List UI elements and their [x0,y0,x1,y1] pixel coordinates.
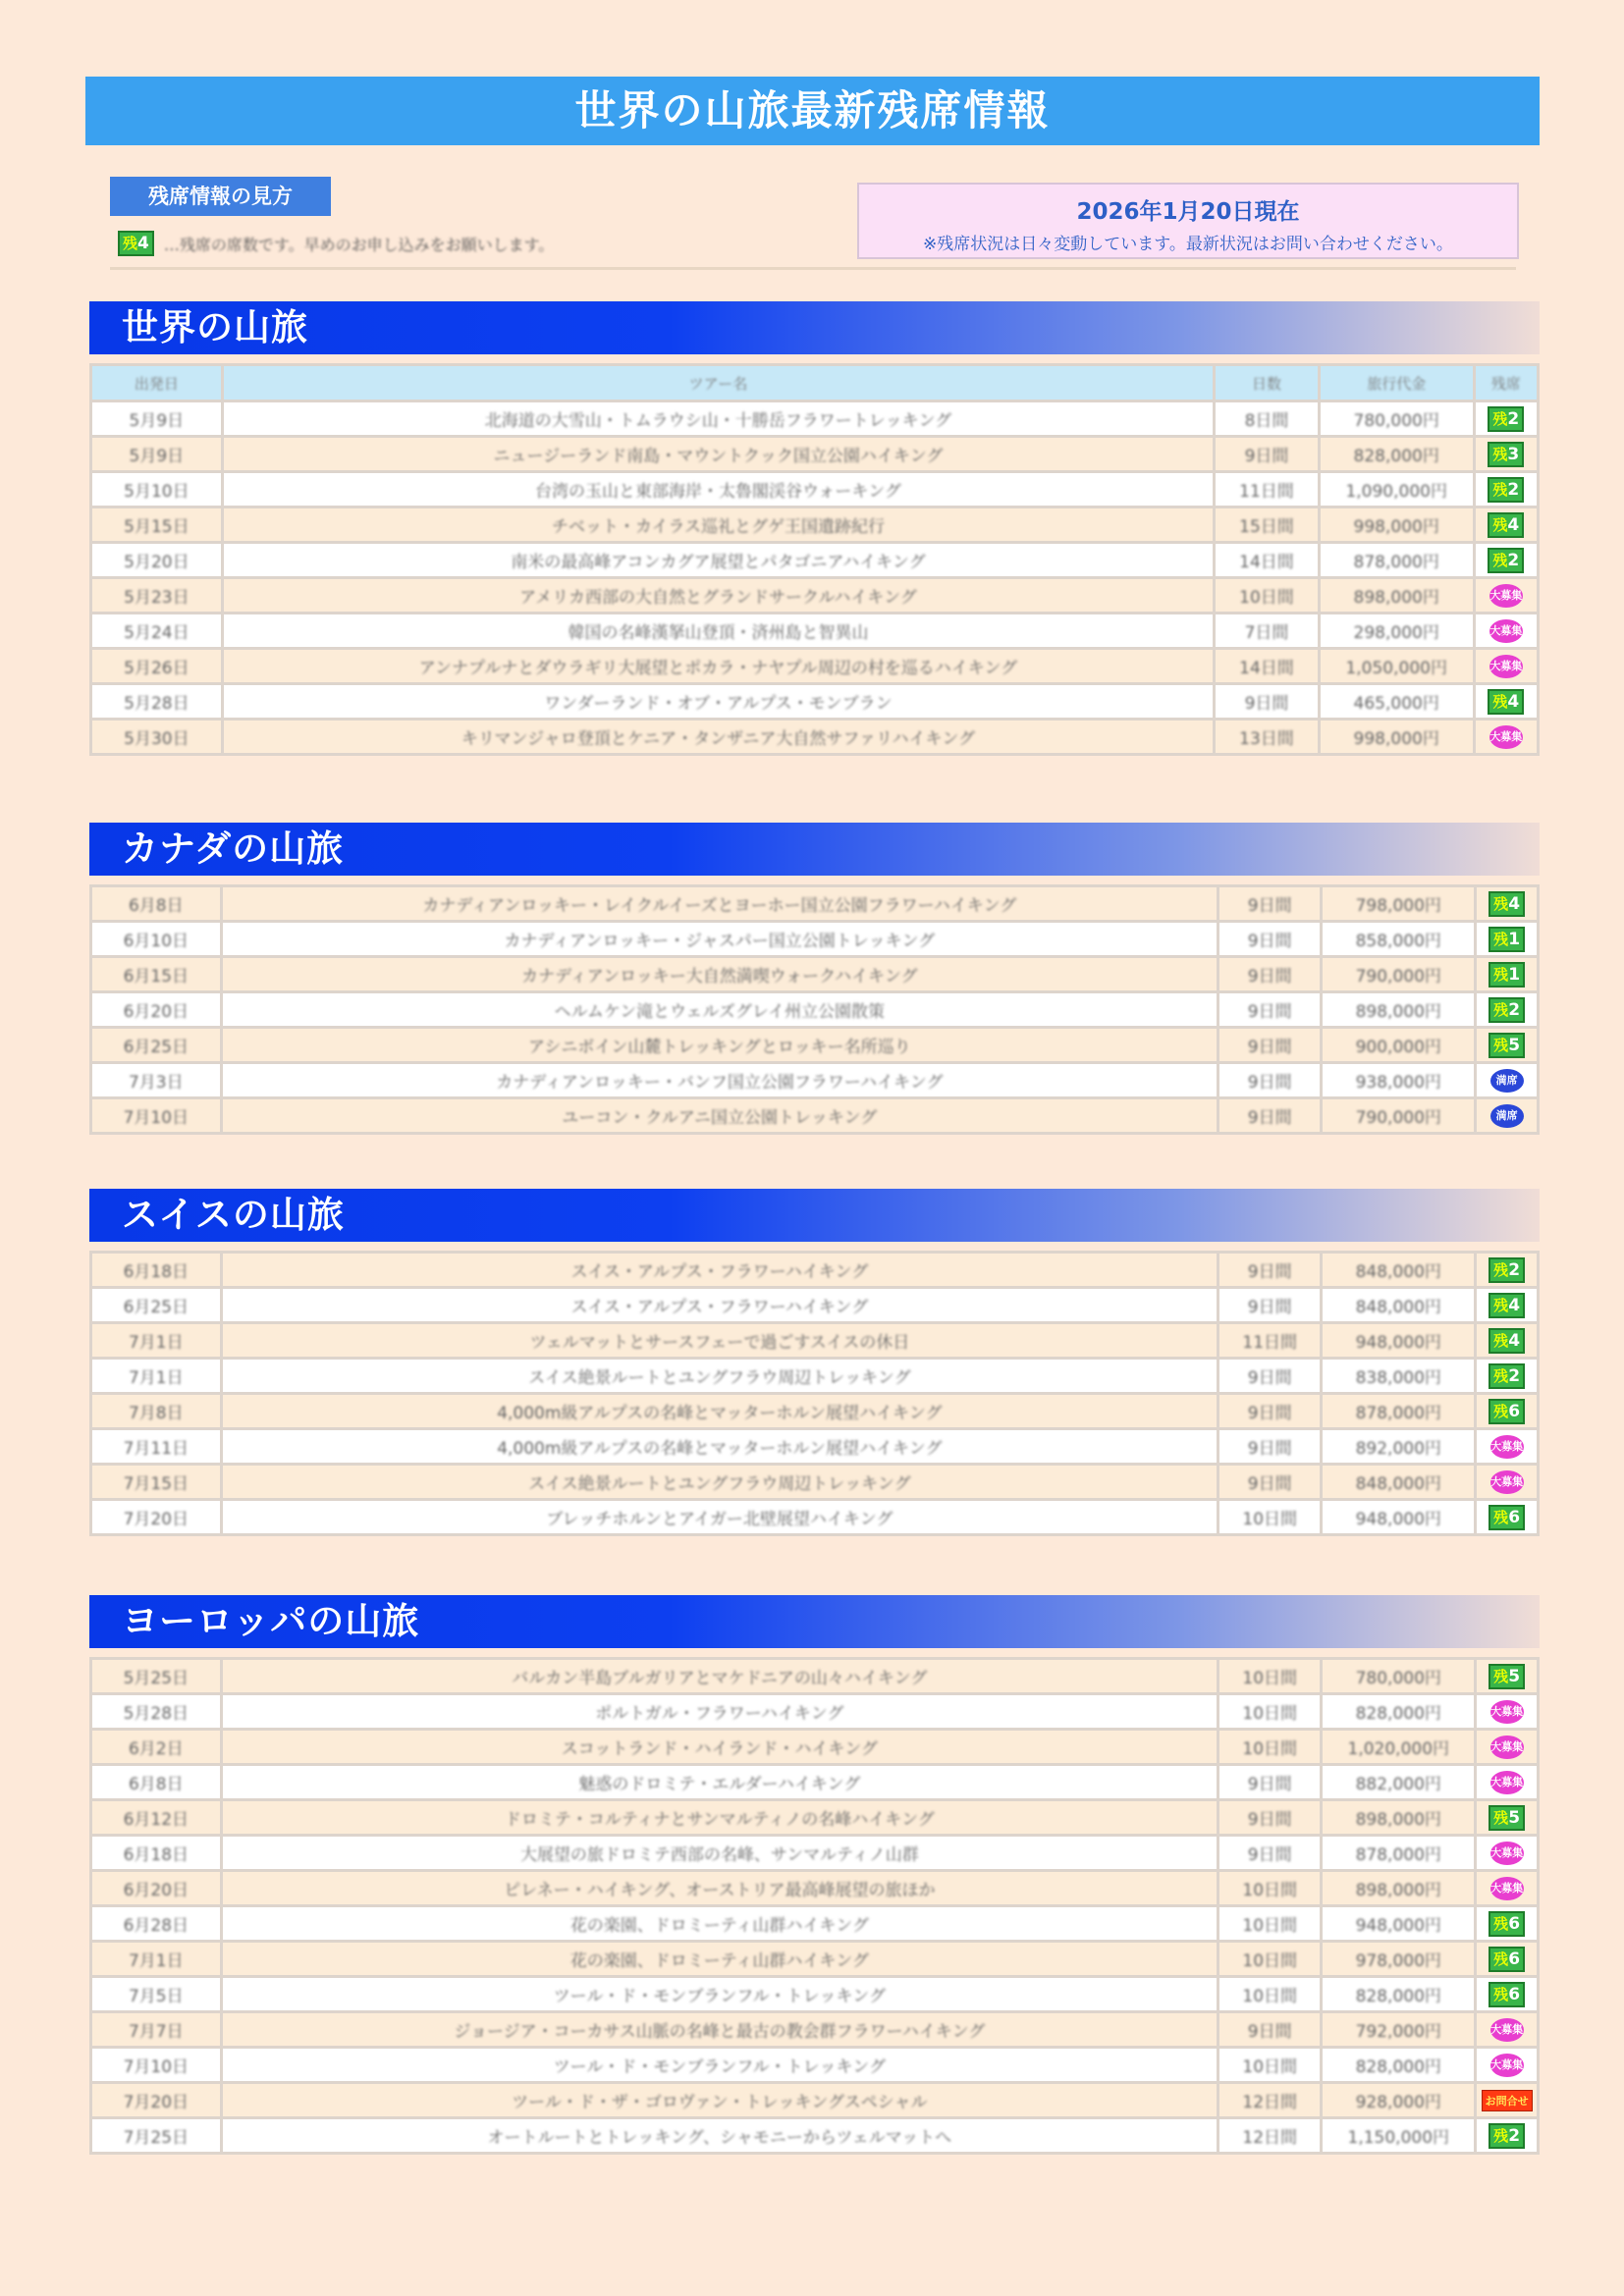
legend-line [118,228,554,259]
cell-days: 10日間 [1219,1695,1320,1728]
cell-days: 15日間 [1216,508,1318,541]
table-row[interactable] [92,579,1537,612]
cell-days: 12日間 [1219,2084,1320,2116]
section-title: カナダの山旅 [89,823,1540,876]
cell-days: 9日間 [1219,1466,1320,1498]
cell-name: ツール・ド・モンブランフル・トレッキング [223,1978,1217,2010]
table-row[interactable] [92,887,1537,920]
status-box [857,183,1519,259]
seat-badge-full: 大募集 [1490,1735,1524,1759]
table-row[interactable] [92,1395,1537,1427]
seat-badge-remaining: 残3 [1488,442,1524,467]
seat-badge-remaining: 残4 [1489,1293,1525,1318]
cell-seat [1477,1801,1537,1834]
table-row[interactable] [92,958,1537,990]
cell-name: ブレッチホルンとアイガー北壁展望ハイキング [223,1501,1217,1533]
cell-date: 6月18日 [92,1254,220,1286]
seat-badge-remaining: 残6 [1489,1982,1525,2007]
cell-seat [1477,1430,1537,1463]
table-row[interactable] [92,685,1537,718]
cell-days: 10日間 [1219,2049,1320,2081]
cell-seat [1477,887,1537,920]
cell-days: 10日間 [1219,1660,1320,1692]
seat-badge-remaining: 残2 [1488,548,1524,573]
cell-name: 花の楽園、ドロミーティ山群ハイキング [223,1943,1217,1975]
cell-days: 9日間 [1219,1801,1320,1834]
cell-name: 魅惑のドロミテ・エルダーハイキング [223,1766,1217,1798]
cell-days: 12日間 [1219,2119,1320,2152]
cell-days: 9日間 [1216,685,1318,718]
seat-badge-full: 大募集 [1489,584,1523,608]
cell-date: 5月9日 [92,438,221,470]
table-row[interactable] [92,1837,1537,1869]
table-row[interactable] [92,1254,1537,1286]
cell-seat [1477,1466,1537,1498]
cell-name: ポルトガル・フラワーハイキング [223,1695,1217,1728]
cell-seat [1476,402,1537,435]
seat-badge-remaining: 残5 [1489,1664,1525,1689]
table-row[interactable] [92,438,1537,470]
column-header-seat: 残席 [1476,366,1537,400]
cell-name: オートルートとトレッキング、シャモニーからツェルマットへ [223,2119,1217,2152]
cell-name: ワンダーランド・オブ・アルプス・モンブラン [224,685,1214,718]
seat-badge-remaining: 残2 [1488,406,1524,432]
cell-price: 838,000円 [1323,1360,1474,1392]
table-row[interactable] [92,1466,1537,1498]
cell-seat [1477,1766,1537,1798]
cell-date: 5月15日 [92,508,221,541]
cell-name: アシニボイン山麓トレッキングとロッキー名所巡り [223,1029,1217,1061]
cell-date: 6月12日 [92,1801,220,1834]
cell-name: 4,000m級アルプスの名峰とマッターホルン展望ハイキング [223,1395,1217,1427]
cell-price: 298,000円 [1321,614,1473,647]
cell-seat [1477,1099,1537,1132]
table-row[interactable] [92,473,1537,506]
seat-badge-full: 大募集 [1489,619,1523,643]
section-title: スイスの山旅 [89,1189,1540,1242]
cell-days: 9日間 [1219,1360,1320,1392]
cell-days: 9日間 [1219,1395,1320,1427]
legend-title: 残席情報の見方 [110,177,331,216]
cell-name: アンナプルナとダウラギリ大展望とポカラ・ナヤプル周辺の村を巡るハイキング [224,650,1214,682]
seat-badge-remaining: 残2 [1489,997,1525,1023]
cell-date: 6月20日 [92,993,220,1026]
seat-badge-blue: 満席 [1490,1104,1524,1128]
cell-days: 11日間 [1219,1324,1320,1357]
table-row[interactable] [92,1801,1537,1834]
cell-name: カナディアンロッキー・バンフ国立公園フラワーハイキング [223,1064,1217,1096]
legend-badge: 残4 [118,231,154,256]
table-row[interactable] [92,923,1537,955]
cell-name: ヘルムケン滝とウェルズグレイ州立公園散策 [223,993,1217,1026]
cell-name: スコットランド・ハイランド・ハイキング [223,1731,1217,1763]
cell-seat [1477,2084,1537,2116]
table-row[interactable] [92,544,1537,576]
cell-price: 978,000円 [1323,1943,1474,1975]
cell-price: 1,020,000円 [1323,1731,1474,1763]
cell-seat [1477,1360,1537,1392]
seat-badge-full: 大募集 [1490,2054,1524,2077]
cell-name: ニュージーランド南島・マウントクック国立公園ハイキング [224,438,1214,470]
cell-price: 798,000円 [1323,887,1474,920]
cell-days: 9日間 [1219,1837,1320,1869]
cell-price: 898,000円 [1321,579,1473,612]
cell-price: 848,000円 [1323,1466,1474,1498]
cell-days: 13日間 [1216,721,1318,753]
cell-days: 9日間 [1219,993,1320,1026]
column-header-name: ツアー名 [224,366,1214,400]
cell-price: 828,000円 [1323,1978,1474,2010]
column-header-date: 出発日 [92,366,221,400]
table-row[interactable] [92,2119,1537,2152]
seat-badge-full: 大募集 [1490,1435,1524,1459]
seat-badge-ask: お問合せ [1482,2090,1533,2111]
table-row[interactable] [92,1099,1537,1132]
cell-name: スイス絶景ルートとユングフラウ周辺トレッキング [223,1466,1217,1498]
cell-name: ジョージア・コーカサス山脈の名峰と最古の教会群フラワーハイキング [223,2013,1217,2046]
cell-price: 898,000円 [1323,1872,1474,1904]
cell-price: 828,000円 [1321,438,1473,470]
cell-days: 7日間 [1216,614,1318,647]
cell-date: 7月1日 [92,1943,220,1975]
seat-badge-full: 大募集 [1490,1470,1524,1494]
cell-name: カナディアンロッキー・レイクルイーズとヨーホー国立公園フラワーハイキング [223,887,1217,920]
seat-badge-remaining: 残5 [1489,1033,1525,1058]
page-title: 世界の山旅最新残席情報 [85,77,1540,145]
cell-days: 11日間 [1216,473,1318,506]
cell-date: 5月30日 [92,721,221,753]
cell-price: 998,000円 [1321,721,1473,753]
cell-seat [1477,2049,1537,2081]
cell-seat [1477,1395,1537,1427]
seat-badge-remaining: 残2 [1489,1363,1525,1389]
cell-seat [1476,579,1537,612]
cell-price: 928,000円 [1323,2084,1474,2116]
cell-name: 花の楽園、ドロミーティ山群ハイキング [223,1907,1217,1940]
cell-price: 878,000円 [1321,544,1473,576]
table-row[interactable] [92,1766,1537,1798]
cell-date: 7月10日 [92,1099,220,1132]
cell-name: チベット・カイラス巡礼とグゲ王国遺跡紀行 [224,508,1214,541]
cell-price: 465,000円 [1321,685,1473,718]
tour-table [89,363,1540,756]
cell-seat [1477,1029,1537,1061]
status-note: ※残席状況は日々変動しています。最新状況はお問い合わせください。 [923,235,1453,254]
cell-date: 7月20日 [92,1501,220,1533]
seat-badge-remaining: 残6 [1489,1947,1525,1972]
cell-days: 10日間 [1219,1943,1320,1975]
seat-badge-full: 大募集 [1490,1771,1524,1794]
cell-price: 828,000円 [1323,2049,1474,2081]
table-row[interactable] [92,2049,1537,2081]
cell-price: 790,000円 [1323,1099,1474,1132]
cell-date: 5月9日 [92,402,221,435]
cell-price: 948,000円 [1323,1501,1474,1533]
cell-date: 5月24日 [92,614,221,647]
status-date: 2026年1月20日現在 [1076,199,1300,225]
cell-seat [1477,2119,1537,2152]
cell-seat [1477,1837,1537,1869]
cell-seat [1477,1943,1537,1975]
seat-badge-remaining: 残6 [1489,1505,1525,1530]
cell-seat [1476,473,1537,506]
cell-seat [1476,614,1537,647]
cell-seat [1477,1254,1537,1286]
cell-seat [1476,721,1537,753]
table-row[interactable] [92,1501,1537,1533]
cell-date: 6月28日 [92,1907,220,1940]
divider [110,267,1516,270]
cell-days: 10日間 [1219,1731,1320,1763]
tour-table [89,884,1540,1135]
cell-seat [1477,993,1537,1026]
cell-price: 998,000円 [1321,508,1473,541]
cell-date: 5月23日 [92,579,221,612]
cell-days: 9日間 [1219,2013,1320,2046]
cell-name: スイス絶景ルートとユングフラウ周辺トレッキング [223,1360,1217,1392]
table-row[interactable] [92,993,1537,1026]
cell-date: 7月1日 [92,1324,220,1357]
cell-date: 7月8日 [92,1395,220,1427]
cell-name: キリマンジャロ登頂とケニア・タンザニア大自然サファリハイキング [224,721,1214,753]
cell-seat [1477,1064,1537,1096]
cell-days: 9日間 [1219,1766,1320,1798]
cell-price: 858,000円 [1323,923,1474,955]
section-title: ヨーロッパの山旅 [89,1595,1540,1648]
cell-date: 6月8日 [92,1766,220,1798]
cell-seat [1476,508,1537,541]
table-row[interactable] [92,2084,1537,2116]
cell-name: ユーコン・クルアニ国立公園トレッキング [223,1099,1217,1132]
cell-days: 9日間 [1219,1254,1320,1286]
cell-price: 828,000円 [1323,1695,1474,1728]
cell-days: 9日間 [1219,1430,1320,1463]
cell-date: 6月2日 [92,1731,220,1763]
cell-price: 1,090,000円 [1321,473,1473,506]
cell-price: 1,050,000円 [1321,650,1473,682]
cell-days: 14日間 [1216,544,1318,576]
cell-days: 14日間 [1216,650,1318,682]
table-row[interactable] [92,721,1537,753]
cell-name: ピレネー・ハイキング、オーストリア最高峰展望の旅ほか [223,1872,1217,1904]
cell-date: 6月10日 [92,923,220,955]
table-row[interactable] [92,1907,1537,1940]
seat-badge-remaining: 残6 [1489,1399,1525,1424]
cell-name: バルカン半島ブルガリアとマケドニアの山々ハイキング [223,1660,1217,1692]
seat-badge-full: 大募集 [1490,2018,1524,2042]
cell-price: 878,000円 [1323,1395,1474,1427]
cell-date: 7月1日 [92,1360,220,1392]
cell-date: 5月28日 [92,1695,220,1728]
cell-date: 6月20日 [92,1872,220,1904]
table-row[interactable] [92,1064,1537,1096]
seat-badge-remaining: 残4 [1488,689,1524,715]
cell-name: 大展望の旅ドロミテ西部の名峰、サンマルティノ山群 [223,1837,1217,1869]
column-header-days: 日数 [1216,366,1318,400]
cell-price: 898,000円 [1323,993,1474,1026]
cell-price: 948,000円 [1323,1907,1474,1940]
table-row[interactable] [92,1731,1537,1763]
cell-price: 882,000円 [1323,1766,1474,1798]
cell-date: 7月15日 [92,1466,220,1498]
cell-price: 790,000円 [1323,958,1474,990]
cell-days: 10日間 [1219,1872,1320,1904]
cell-date: 5月28日 [92,685,221,718]
table-row[interactable] [92,1289,1537,1321]
cell-seat [1477,923,1537,955]
cell-price: 898,000円 [1323,1801,1474,1834]
cell-seat [1476,438,1537,470]
seat-badge-full: 大募集 [1489,655,1523,678]
cell-days: 8日間 [1216,402,1318,435]
cell-date: 7月7日 [92,2013,220,2046]
cell-name: ツェルマットとサースフェーで過ごすスイスの休日 [223,1324,1217,1357]
seat-badge-full: 大募集 [1490,1700,1524,1724]
cell-days: 10日間 [1219,1501,1320,1533]
table-row[interactable] [92,402,1537,435]
legend-text: …残席の席数です。早めのお申し込みをお願いします。 [163,235,555,254]
cell-seat [1477,2013,1537,2046]
table-row[interactable] [92,1660,1537,1692]
cell-date: 6月25日 [92,1289,220,1321]
cell-name: 韓国の名峰漢拏山登頂・済州島と智異山 [224,614,1214,647]
cell-seat [1477,1660,1537,1692]
cell-seat [1477,1872,1537,1904]
column-header-price: 旅行代金 [1321,366,1473,400]
cell-date: 5月25日 [92,1660,220,1692]
seat-badge-remaining: 残2 [1489,2123,1525,2149]
seat-badge-remaining: 残4 [1489,1328,1525,1354]
cell-date: 6月15日 [92,958,220,990]
seat-badge-full: 大募集 [1490,1877,1524,1900]
cell-seat [1476,544,1537,576]
cell-price: 1,150,000円 [1323,2119,1474,2152]
cell-date: 5月10日 [92,473,221,506]
cell-price: 948,000円 [1323,1324,1474,1357]
cell-date: 7月25日 [92,2119,220,2152]
cell-price: 792,000円 [1323,2013,1474,2046]
seat-badge-full: 大募集 [1489,725,1523,749]
cell-price: 938,000円 [1323,1064,1474,1096]
table-row[interactable] [92,1360,1537,1392]
cell-name: スイス・アルプス・フラワーハイキング [223,1254,1217,1286]
cell-name: カナディアンロッキー・ジャスパー国立公園トレッキング [223,923,1217,955]
cell-name: ドロミテ・コルティナとサンマルティノの名峰ハイキング [223,1801,1217,1834]
cell-date: 7月10日 [92,2049,220,2081]
cell-name: 台湾の玉山と東部海岸・太魯閣渓谷ウォーキング [224,473,1214,506]
seat-badge-full: 大募集 [1490,1842,1524,1865]
table-header-row [92,366,1537,400]
seat-badge-remaining: 残5 [1489,1805,1525,1831]
cell-seat [1477,1501,1537,1533]
cell-date: 6月25日 [92,1029,220,1061]
table-row[interactable] [92,650,1537,682]
cell-name: ツール・ド・ザ・ゴロヴァン・トレッキングスペシャル [223,2084,1217,2116]
cell-name: 南米の最高峰アコンカグア展望とパタゴニアハイキング [224,544,1214,576]
cell-name: スイス・アルプス・フラワーハイキング [223,1289,1217,1321]
cell-days: 9日間 [1219,958,1320,990]
cell-days: 9日間 [1219,1099,1320,1132]
seat-badge-remaining: 残4 [1488,512,1524,538]
cell-price: 848,000円 [1323,1289,1474,1321]
cell-price: 780,000円 [1321,402,1473,435]
cell-name: 北海道の大雪山・トムラウシ山・十勝岳フラワートレッキング [224,402,1214,435]
table-row[interactable] [92,508,1537,541]
cell-days: 10日間 [1219,1907,1320,1940]
cell-days: 10日間 [1216,579,1318,612]
table-row[interactable] [92,1978,1537,2010]
cell-seat [1477,1289,1537,1321]
seat-badge-remaining: 残6 [1489,1911,1525,1937]
cell-seat [1476,685,1537,718]
table-row[interactable] [92,1872,1537,1904]
section-title: 世界の山旅 [89,301,1540,354]
cell-date: 7月20日 [92,2084,220,2116]
cell-days: 10日間 [1219,1978,1320,2010]
tour-table [89,1657,1540,2155]
table-row[interactable] [92,1695,1537,1728]
cell-seat [1477,1324,1537,1357]
cell-date: 6月8日 [92,887,220,920]
table-row[interactable] [92,1943,1537,1975]
cell-seat [1477,1731,1537,1763]
cell-date: 7月3日 [92,1064,220,1096]
cell-days: 9日間 [1219,1289,1320,1321]
cell-days: 9日間 [1216,438,1318,470]
seat-badge-remaining: 残1 [1489,927,1525,952]
cell-price: 892,000円 [1323,1430,1474,1463]
cell-days: 9日間 [1219,1029,1320,1061]
tour-table [89,1251,1540,1536]
cell-date: 6月18日 [92,1837,220,1869]
cell-name: ツール・ド・モンブランフル・トレッキング [223,2049,1217,2081]
seat-badge-remaining: 残1 [1489,962,1525,988]
cell-seat [1476,650,1537,682]
cell-price: 900,000円 [1323,1029,1474,1061]
table-row[interactable] [92,2013,1537,2046]
seat-badge-blue: 満席 [1490,1069,1524,1093]
cell-name: アメリカ西部の大自然とグランドサークルハイキング [224,579,1214,612]
table-row[interactable] [92,1430,1537,1463]
cell-date: 5月20日 [92,544,221,576]
cell-name: 4,000m級アルプスの名峰とマッターホルン展望ハイキング [223,1430,1217,1463]
cell-price: 780,000円 [1323,1660,1474,1692]
cell-date: 7月5日 [92,1978,220,2010]
table-row[interactable] [92,614,1537,647]
table-row[interactable] [92,1029,1537,1061]
cell-date: 7月11日 [92,1430,220,1463]
cell-seat [1477,958,1537,990]
cell-price: 878,000円 [1323,1837,1474,1869]
cell-seat [1477,1695,1537,1728]
cell-name: カナディアンロッキー大自然満喫ウォークハイキング [223,958,1217,990]
cell-price: 848,000円 [1323,1254,1474,1286]
cell-days: 9日間 [1219,1064,1320,1096]
cell-seat [1477,1907,1537,1940]
seat-badge-remaining: 残2 [1489,1257,1525,1283]
cell-days: 9日間 [1219,887,1320,920]
cell-days: 9日間 [1219,923,1320,955]
seat-badge-remaining: 残2 [1488,477,1524,503]
seat-badge-remaining: 残4 [1489,891,1525,917]
cell-date: 5月26日 [92,650,221,682]
cell-seat [1477,1978,1537,2010]
table-row[interactable] [92,1324,1537,1357]
